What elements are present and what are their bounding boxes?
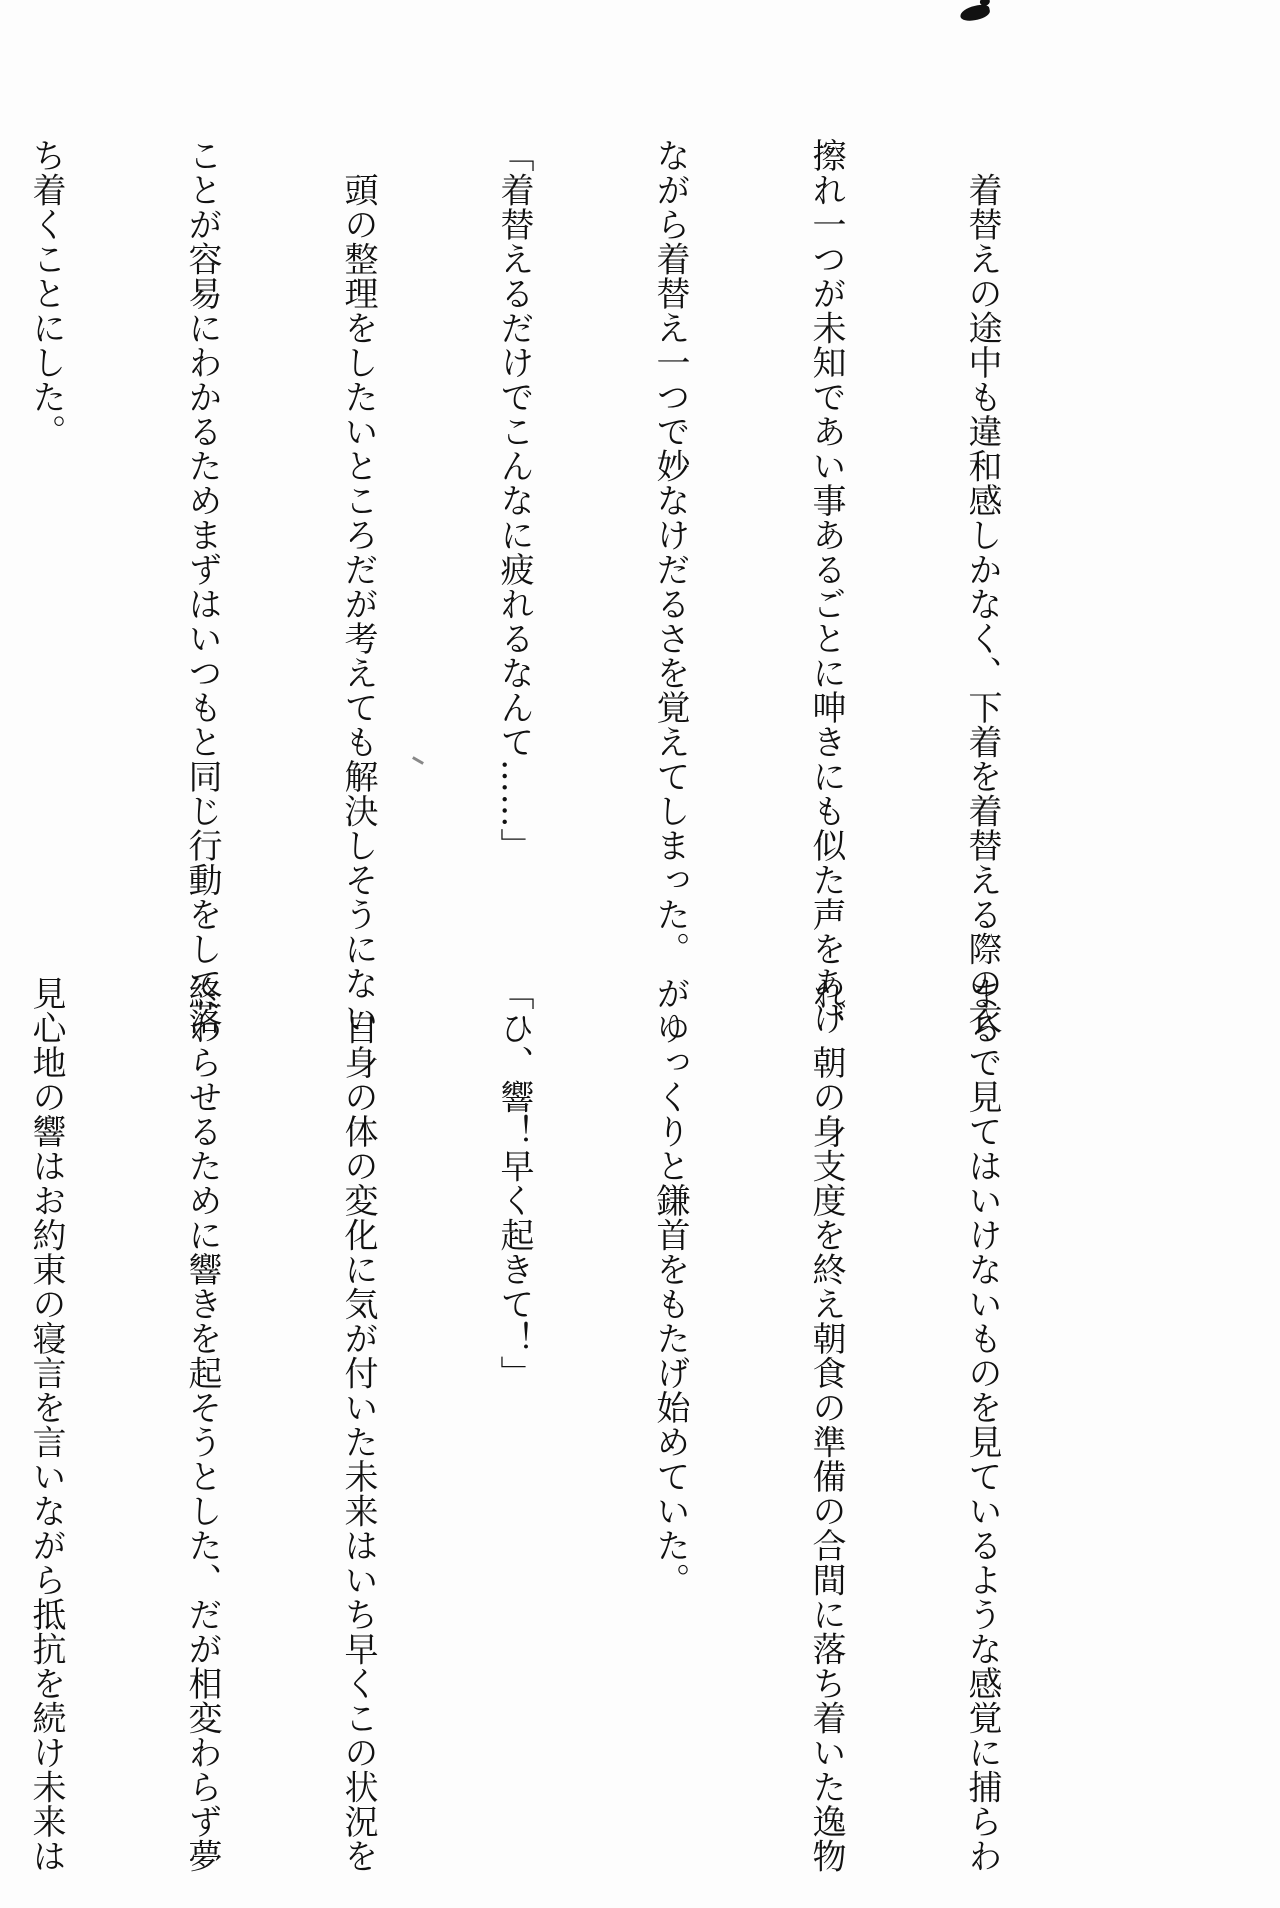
text-line: ながら着替え一つで妙なけだるさを覚えてしまった。 [650,138,690,966]
text-line: れ、朝の身支度を終え朝食の準備の合間に落ち着いた逸物 [806,976,846,1873]
lower-text-block [26,976,1112,1873]
text-line: 擦れ一つが未知であい事あるごとに呻きにも似た声をあげ [806,138,846,1035]
text-line: 見心地の響はお約束の寝言を言いながら抵抗を続け未来は [26,976,66,1873]
text-line: まるで見てはいけないものを見ているような感覚に捕らわ [962,976,1002,1873]
text-line: ち着くことにした。 [26,138,66,449]
text-line: がゆっくりと鎌首をもたげ始めていた。 [650,976,690,1597]
upper-text-block [26,138,1112,1035]
text-line: 「着替えるだけでこんなに疲れるなんて……」 [494,138,534,863]
text-line: 終わらせるために響きを起そうとした、だが相変わらず夢 [182,976,222,1873]
text-line: 「ひ、響！早く起きて！」 [494,976,534,1390]
text-line: 着替えの途中も違和感しかなく、下着を着替える際の衣 [962,138,1002,1035]
text-line: 頭の整理をしたいところだが考えても解決しそうにない [338,138,378,1035]
text-line: 自身の体の変化に気が付いた未来はいち早くこの状況を [338,976,378,1873]
ink-smudge-icon [959,3,991,23]
text-line: ことが容易にわかるためまずはいつもと同じ行動をして落 [182,138,222,1035]
